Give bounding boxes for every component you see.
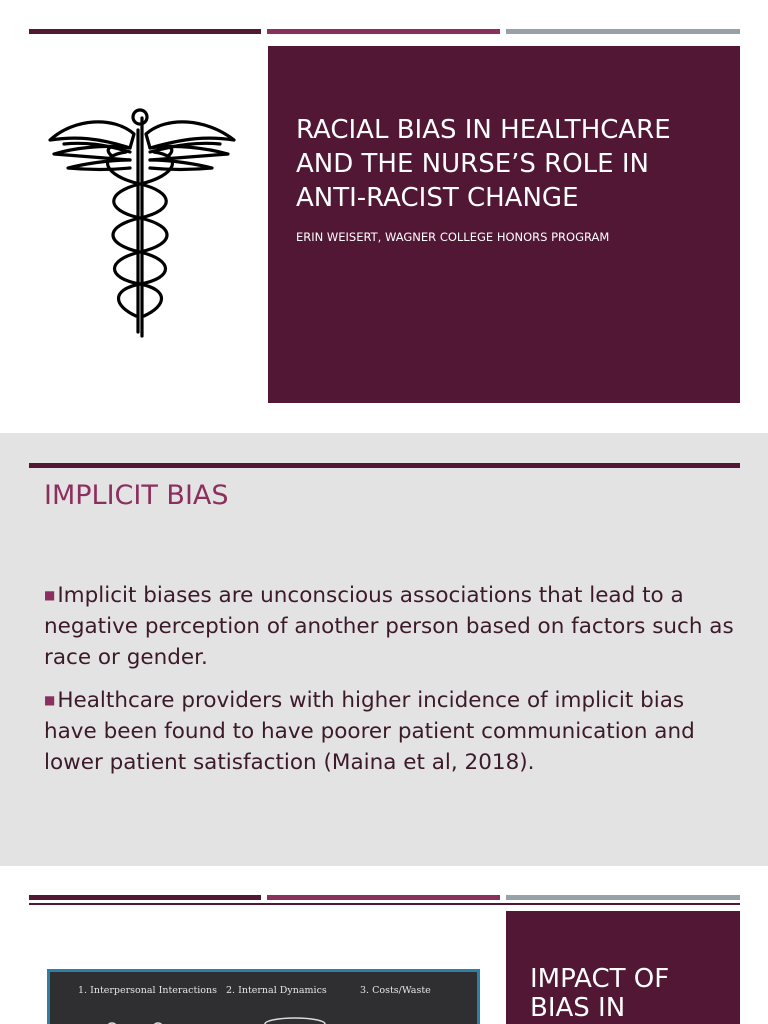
list-item-text: Healthcare providers with higher incidence of implicit bias have been found to have poorer patient communication and lower patient satisfaction (Maina et al, 2018). (44, 688, 695, 775)
slide-gap (0, 866, 768, 876)
image-label: 3. Costs/Waste (360, 985, 431, 996)
caduceus-icon (44, 104, 240, 338)
title-slide (0, 0, 768, 433)
image-label: 2. Internal Dynamics (226, 985, 327, 996)
bullet-square-icon: ■ (44, 693, 56, 707)
slide-heading: IMPACT OF BIAS IN (530, 964, 670, 1023)
impact-panel (506, 911, 740, 1024)
image-label: 1. Interpersonal Interactions (78, 985, 218, 996)
slide-top-rule (29, 463, 740, 468)
accent-bar-dark (29, 29, 261, 34)
thin-rule (29, 903, 740, 905)
implicit-bias-slide (0, 433, 768, 866)
page-subtitle: ERIN WEISERT, WAGNER COLLEGE HONORS PROGRAM (296, 230, 610, 244)
accent-bar-mid (267, 29, 500, 34)
list-item (44, 685, 734, 778)
bullet-square-icon: ■ (44, 588, 56, 602)
list-item-text: Implicit biases are unconscious associations that lead to a negative perception of another person based on factors such as race or gender. (44, 583, 734, 670)
accent-bar-mid (267, 895, 500, 900)
list-item (44, 580, 734, 673)
chalkboard-image (47, 969, 480, 1024)
slide-heading: IMPLICIT BIAS (44, 480, 229, 511)
page-title: RACIAL BIAS IN HEALTHCARE AND THE NURSE’S ROLE IN ANTI-RACIST CHANGE (296, 115, 671, 213)
chalk-figures-icon (100, 1014, 400, 1024)
accent-bar-dark (29, 895, 261, 900)
impact-slide (0, 876, 768, 1024)
accent-bar-gray (506, 895, 740, 900)
title-panel (268, 46, 740, 403)
bullet-list (44, 580, 734, 790)
accent-bar-gray (506, 29, 740, 34)
